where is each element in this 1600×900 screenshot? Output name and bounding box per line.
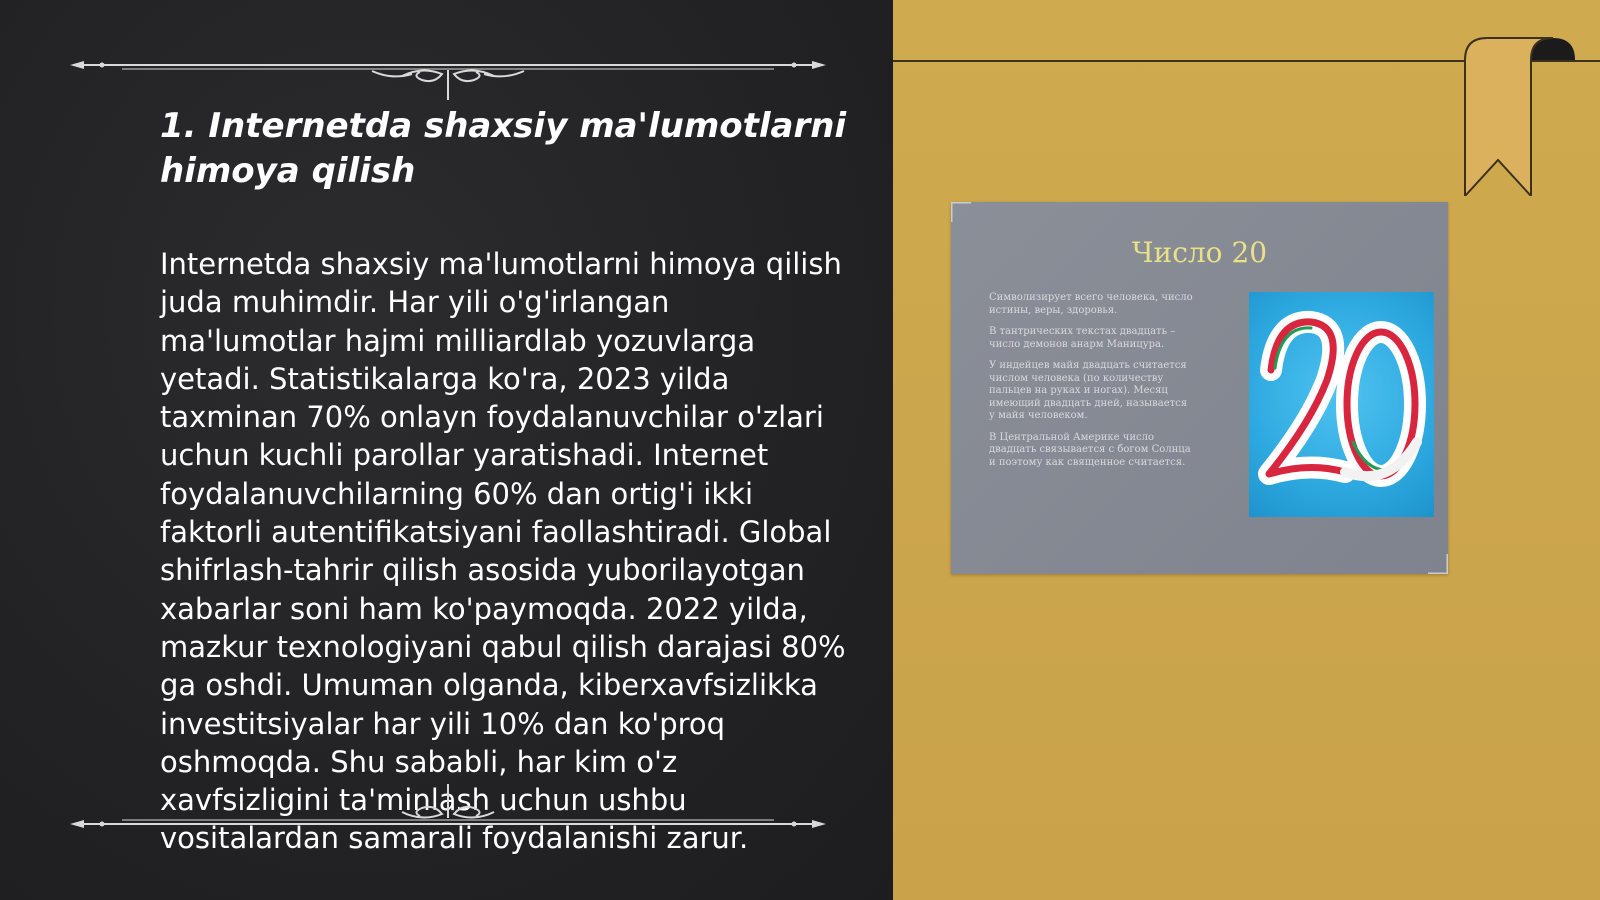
- thumbnail-paragraph: Символизирует всего человека, число истины, веры, здоровья.: [989, 292, 1193, 316]
- slide-thumbnail: [951, 202, 1448, 574]
- corner-ornament-icon: [1428, 554, 1448, 574]
- thumbnail-title: Число 20: [1131, 236, 1268, 269]
- bookmark-ribbon-icon: [1433, 36, 1593, 196]
- slide-body-text: Internetda shaxsiy ma'lumotlarni himoya qilish juda muhimdir. Har yili o'g'irlangan ma'lumotlar hajmi milliardlab yozuvlarga yetadi. Statistikalarga ko'ra, 2023 yilda taxminan 70% onlayn foydalanuvchilar o'zlari uchun kuchli parollar yaratishadi. Internet foydalanuvchilarning 60% dan ortig'i ikki faktorli autentifikatsiyani faollashtiradi. Global shifrlash-tahrir qilish asosida yuborilayotgan xabarlar soni ham ko'paymoqda. 2022 yilda, mazkur texnologiyani qabul qilish darajasi 80% ga oshdi. Umuman olganda, kiberxavfsizlikka investitsiyalar har yili 10% dan ko'proq oshmoqda. Shu sababli, har kim o'z xavfsizligini ta'minlash uchun ushbu vositalardan samarali foydalanishi zarur.: [160, 247, 846, 856]
- number-20-shape: [1249, 292, 1434, 517]
- corner-ornament-icon: [951, 202, 971, 222]
- thumbnail-paragraph: В тантрических текстах двадцать – число демонов анарм Маницура.: [989, 326, 1176, 350]
- thumbnail-paragraph: У индейцев майя двадцать считается числом человека (по количеству пальцев на руках и ногах). Месяц имеющий двадцать дней, называется у майя человеком.: [989, 360, 1188, 421]
- thumbnail-text: [989, 292, 1194, 478]
- thumbnail-paragraph: В Центральной Америке число двадцать связывается с богом Солнца и поэтому как священное считается.: [989, 431, 1191, 468]
- image-panel: [893, 0, 1600, 900]
- number-20-ribbon-icon: [1249, 292, 1434, 517]
- slide-title: 1. Internetda shaxsiy ma'lumotlarni himoya qilish: [160, 106, 847, 191]
- ornamental-divider-top: [62, 40, 834, 100]
- ornamental-divider-bottom: [62, 784, 834, 844]
